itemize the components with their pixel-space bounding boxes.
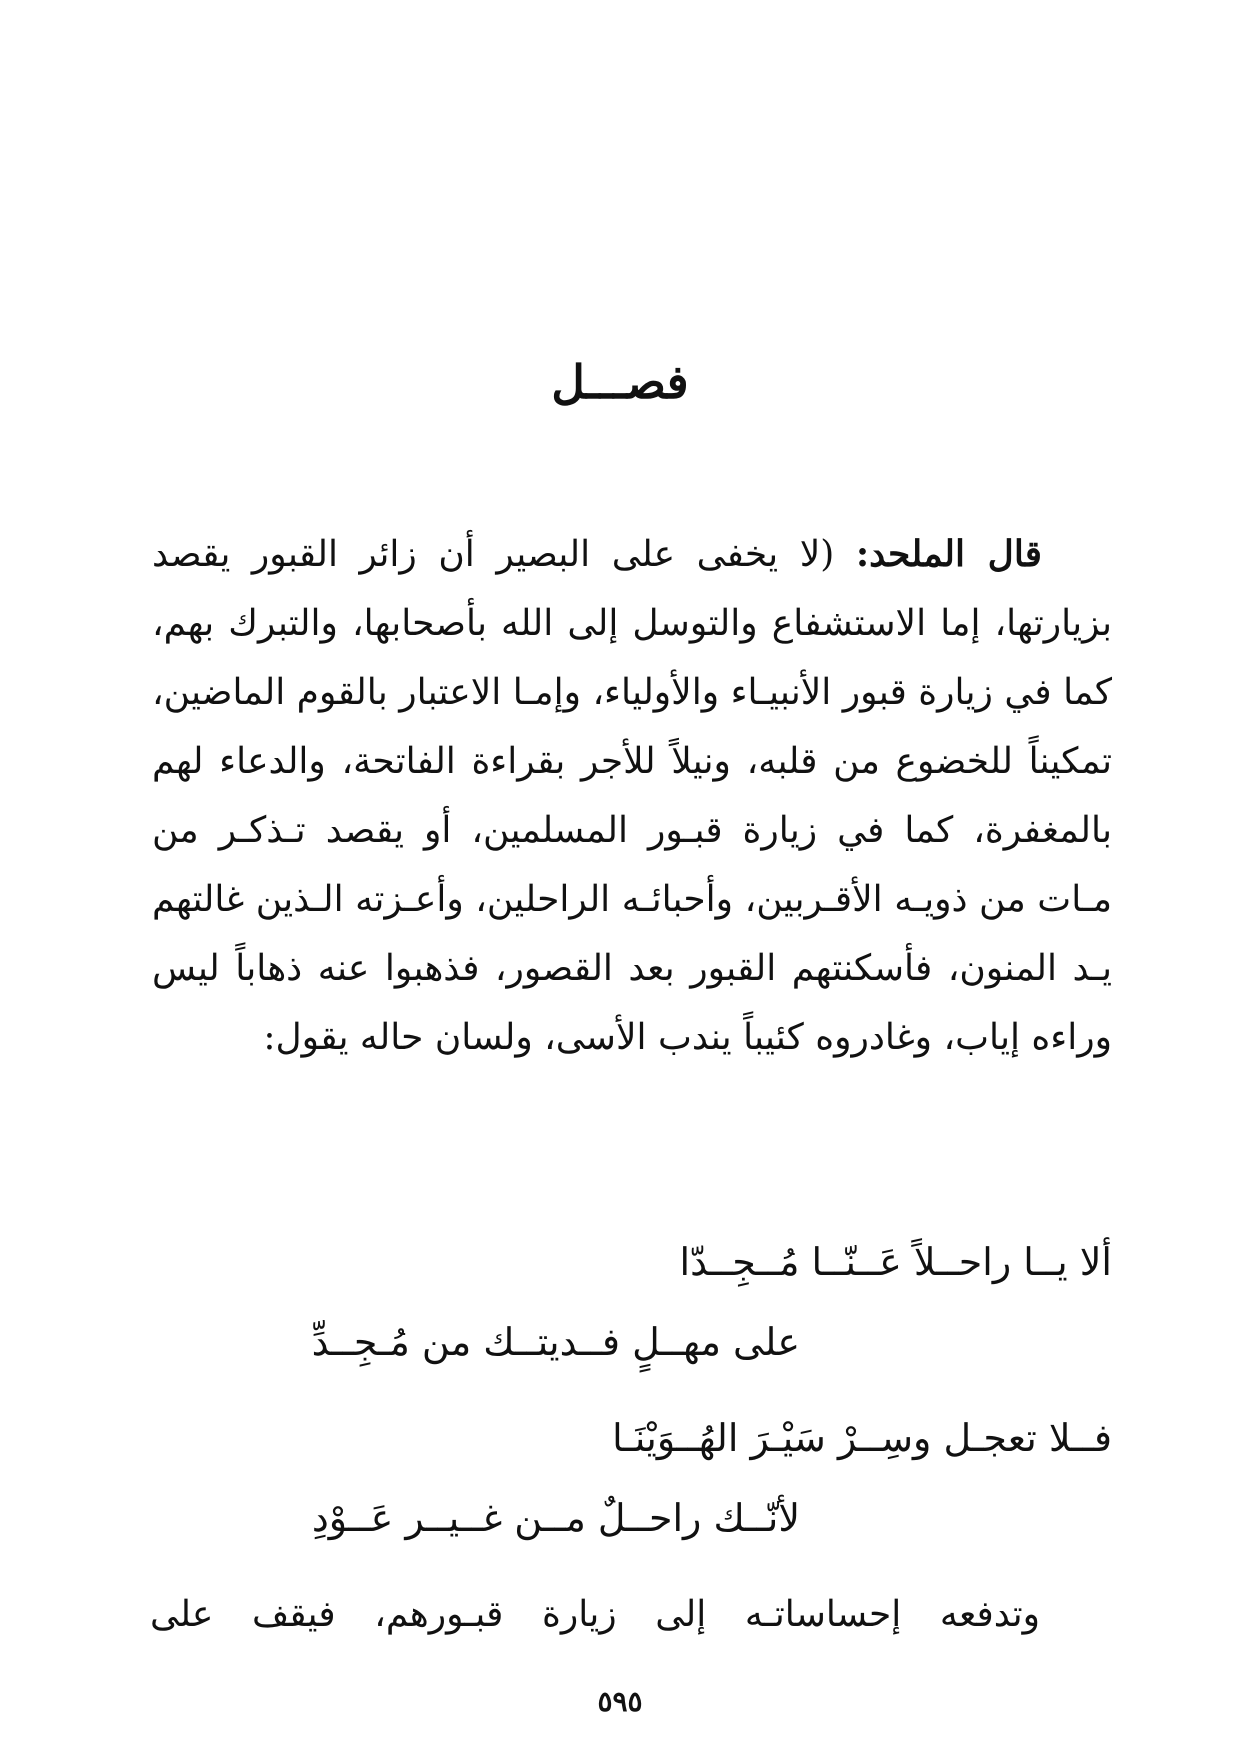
verse-1-first-hemistich: ألا يــا راحــلاً عَــنّــا مُــجِــدّا <box>679 1240 1112 1284</box>
verse-2-second-hemistich: لأنّــك راحــلٌ مــن غــيــر عَــوْدِ <box>311 1496 800 1540</box>
paragraph-text <box>152 520 1112 1072</box>
section-title: فصـــل <box>551 355 689 409</box>
verse-2-first-hemistich: فــلا تعجـل وسِــرْ سَيْـرَ الهُــوَيْنَـا <box>612 1416 1112 1460</box>
page-number: ٥٩٥ <box>597 1685 643 1718</box>
paragraph-lead: قال الملحد: <box>855 533 1042 575</box>
main-paragraph <box>152 520 1112 1072</box>
closing-line: وتدفعه إحساساتـه إلى زيارة قبـورهم، فيقف على <box>150 1594 1040 1635</box>
verse-1-second-hemistich: على مهــلٍ فــديتــك من مُـجِــدِّ <box>311 1320 800 1364</box>
paragraph-body: (لا يخفى على البصير أن زائر القبور يقصد بزيارتها، إما الاستشفاع والتوسل إلى الله بأصحابها، والتبرك بهم، كما في زيارة قبور الأنبيـاء والأولياء، وإمـا الاعتبار بالقوم الماضين، تمكيناً للخضوع من قلبه، ونيلاً للأجر بقراءة الفاتحة، والدعاء لهم بالمغفرة، كما في زيارة قبـور المسلمين، أو يقصد تـذكـر من مـات من ذويـه الأقـربين، وأحبائـه الراحلين، وأعـزته الـذين غالتهم يـد المنون، فأسكنتهم القبور بعد القصور، فذهبوا عنه ذهاباً ليس وراءه إياب، وغادروه كئيباً يندب الأسى، ولسان حاله يقول: <box>152 534 1112 1058</box>
